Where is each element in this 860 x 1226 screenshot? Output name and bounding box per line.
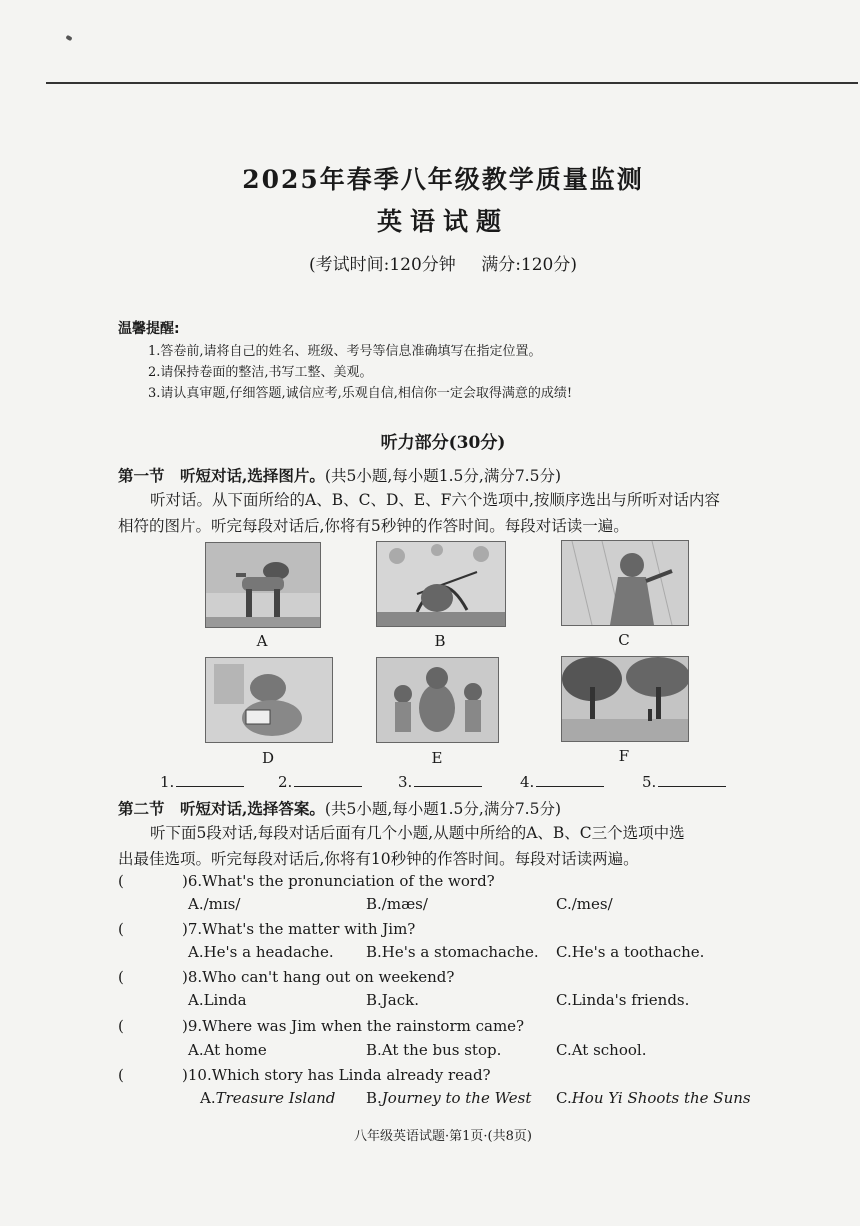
- option-prefix: B.: [366, 1089, 382, 1107]
- picture-rain-boy: [561, 540, 689, 626]
- picture-reading-character: [205, 657, 333, 743]
- section1-heading-rest: (共5小题,每小题1.5分,满分7.5分): [324, 467, 562, 485]
- answer-blank[interactable]: [520, 772, 604, 791]
- section1-instruction-2: 相符的图片。听完每段对话后,你将有5秒钟的作答时间。每段对话读一遍。: [118, 517, 629, 535]
- question-text: )6.What's the pronunciation of the word?: [182, 872, 495, 890]
- blank-number: 1.: [160, 773, 175, 791]
- option-a: A.At home: [188, 1041, 267, 1059]
- question-6: [118, 872, 495, 890]
- exam-info: [0, 250, 860, 275]
- option-a: A.He's a headache.: [188, 943, 334, 961]
- picture-label: D: [261, 749, 275, 767]
- answer-paren[interactable]: (: [118, 1066, 124, 1084]
- option-b: B.At the bus stop.: [366, 1041, 502, 1059]
- picture-label: B: [434, 632, 446, 650]
- section1-heading-bold: 第一节 听短对话,选择图片。: [118, 466, 325, 485]
- answer-paren[interactable]: (: [118, 920, 124, 938]
- tips-heading: 温馨提醒:: [118, 321, 180, 337]
- answer-blank[interactable]: [398, 772, 482, 791]
- scan-speck: [65, 35, 72, 41]
- listening-title: 听力部分(30分): [380, 433, 506, 453]
- tip-item: 2.请保持卷面的整洁,书写工整、美观。: [148, 365, 373, 380]
- option-text: Treasure Island: [215, 1089, 336, 1107]
- tip-item: 3.请认真审题,仔细答题,诚信应考,乐观自信,相信你一定会取得满意的成绩!: [148, 386, 573, 401]
- answer-blank[interactable]: [278, 772, 362, 791]
- option-b: B.He's a stomachache.: [366, 943, 539, 961]
- top-rule: [46, 82, 858, 84]
- question-text: )10.Which story has Linda already read?: [182, 1066, 491, 1084]
- section1-heading: [118, 464, 561, 486]
- option-c: C./mes/: [556, 895, 613, 913]
- option-c: C.Linda's friends.: [556, 991, 690, 1009]
- answer-blank[interactable]: [160, 772, 244, 791]
- question-9: [118, 1017, 524, 1035]
- option-b: B./mæs/: [366, 895, 428, 913]
- section2-heading-rest: (共5小题,每小题1.5分,满分7.5分): [324, 800, 562, 818]
- section2-instruction-2: 出最佳选项。听完每段对话后,你将有10秒钟的作答时间。每段对话读两遍。: [118, 850, 639, 868]
- option-c: [556, 1089, 751, 1107]
- exam-title: 2025年春季八年级教学质量监测: [242, 165, 644, 194]
- picture-label: F: [618, 747, 630, 765]
- option-a: A./mɪs/: [188, 895, 241, 913]
- picture-robot-dog: [205, 542, 321, 628]
- section2-instruction-1: 听下面5段对话,每段对话后面有几个小题,从题中所给的A、B、C三个选项中选: [150, 824, 685, 842]
- picture-label: C: [618, 631, 630, 649]
- option-text: Hou Yi Shoots the Suns: [571, 1089, 751, 1107]
- question-8: [118, 968, 454, 986]
- question-7: [118, 920, 415, 938]
- exam-time: (考试时间:120分钟: [308, 255, 456, 275]
- picture-group-characters: [376, 657, 499, 743]
- picture-label: E: [431, 749, 443, 767]
- section2-heading: [118, 797, 561, 819]
- option-b: B.Jack.: [366, 991, 420, 1009]
- blank-number: 4.: [520, 773, 535, 791]
- question-text: )7.What's the matter with Jim?: [182, 920, 416, 938]
- question-10: [118, 1066, 491, 1084]
- blank-number: 2.: [278, 773, 293, 791]
- question-text: )9.Where was Jim when the rainstorm came?: [182, 1017, 525, 1035]
- picture-label: A: [256, 632, 268, 650]
- section1-instruction-1: 听对话。从下面所给的A、B、C、D、E、F六个选项中,按顺序选出与所听对话内容: [150, 491, 720, 509]
- exam-subject-title: 英语试题: [376, 207, 509, 236]
- option-c: C.At school.: [556, 1041, 647, 1059]
- section2-heading-bold: 第二节 听短对话,选择答案。: [118, 799, 325, 818]
- blank-number: 5.: [642, 773, 657, 791]
- option-text: Journey to the West: [381, 1089, 532, 1107]
- page-footer: 八年级英语试题·第1页·(共8页): [354, 1129, 532, 1144]
- option-a: [200, 1089, 335, 1107]
- option-b: [366, 1089, 531, 1107]
- option-c: C.He's a toothache.: [556, 943, 705, 961]
- tip-item: 1.答卷前,请将自己的姓名、班级、考号等信息准确填写在指定位置。: [148, 344, 542, 359]
- answer-paren[interactable]: (: [118, 968, 124, 986]
- question-text: )8.Who can't hang out on weekend?: [182, 968, 455, 986]
- answer-paren[interactable]: (: [118, 1017, 124, 1035]
- blank-number: 3.: [398, 773, 413, 791]
- option-a: A.Linda: [188, 991, 247, 1009]
- answer-blank[interactable]: [642, 772, 726, 791]
- picture-park: [561, 656, 689, 742]
- picture-archer: [376, 541, 506, 627]
- option-prefix: C.: [556, 1089, 572, 1107]
- exam-score: 满分:120分): [481, 255, 578, 275]
- option-prefix: A.: [200, 1089, 216, 1107]
- answer-paren[interactable]: (: [118, 872, 124, 890]
